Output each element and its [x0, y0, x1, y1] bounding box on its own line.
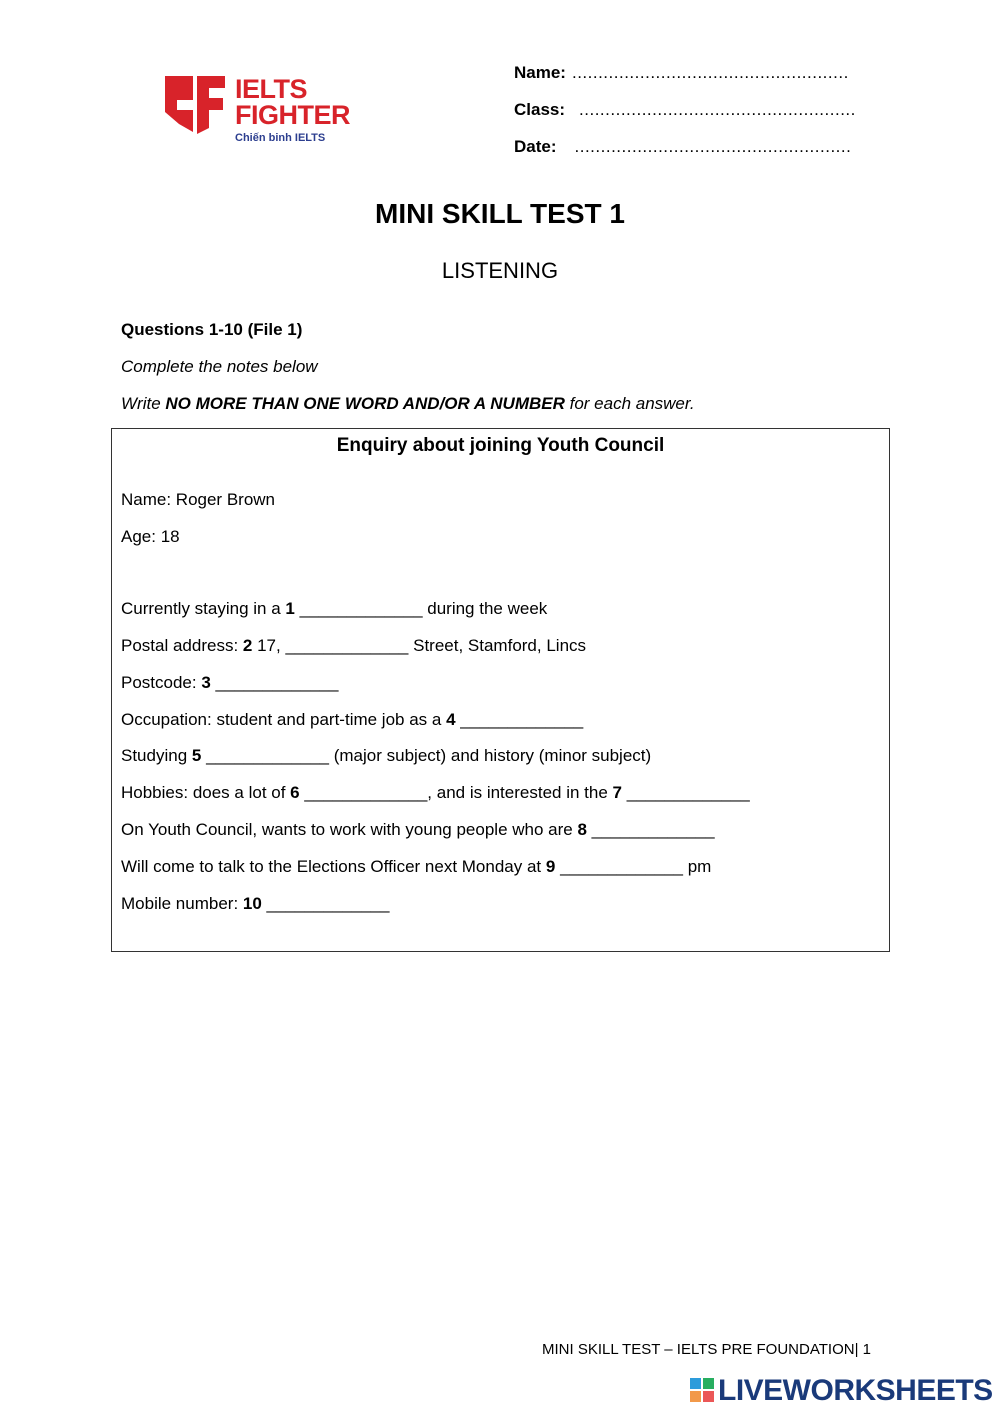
section-title: LISTENING: [441, 258, 559, 283]
instruction-1: Complete the notes below: [121, 357, 318, 376]
answer-blank-2[interactable]: _____________: [285, 636, 409, 655]
question-line-4: Occupation: student and part-time job as a 4 _____________: [121, 710, 584, 729]
date-dots[interactable]: .....................................................: [574, 137, 852, 156]
question-line-3: Postcode: 3 _____________: [121, 673, 339, 692]
answer-blank-6[interactable]: _____________: [304, 783, 428, 802]
name-dots[interactable]: .....................................................: [571, 63, 849, 82]
answer-blank-9[interactable]: _____________: [560, 857, 683, 876]
question-line-1: Currently staying in a 1 _____________ during the week: [121, 599, 548, 618]
shield-icon: [163, 72, 227, 144]
notes-title: Enquiry about joining Youth Council: [336, 435, 665, 456]
question-line-10: Mobile number: 10 _____________: [121, 894, 390, 913]
answer-blank-7[interactable]: _____________: [626, 783, 750, 802]
notes-age: Age: 18: [121, 527, 180, 546]
date-field: Date: .....................................................: [514, 137, 852, 156]
class-dots[interactable]: .....................................................: [579, 100, 856, 119]
notes-name: Name: Roger Brown: [121, 490, 276, 509]
question-line-9: Will come to talk to the Elections Officer next Monday at 9 _____________ pm: [121, 857, 712, 876]
answer-blank-1[interactable]: _____________: [299, 599, 423, 618]
ielts-fighter-logo: [163, 72, 378, 152]
logo-tagline: Chiến binh IELTS: [235, 132, 326, 144]
name-field: Name: .....................................................: [514, 63, 849, 82]
question-line-2: Postal address: 2 17, _____________ Street, Stamford, Lincs: [121, 636, 587, 655]
answer-blank-10[interactable]: _____________: [266, 894, 390, 913]
logo-wordmark: IELTS FIGHTER: [235, 74, 350, 130]
instruction-2: Write NO MORE THAN ONE WORD AND/OR A NUMBER for each answer.: [121, 394, 695, 413]
question-line-5: Studying 5 _____________ (major subject) and history (minor subject): [121, 746, 652, 765]
liveworksheets-icon: [690, 1378, 714, 1402]
page-title: MINI SKILL TEST 1: [375, 198, 625, 229]
answer-blank-8[interactable]: _____________: [591, 820, 715, 839]
answer-blank-4[interactable]: _____________: [460, 710, 584, 729]
question-line-6-7: Hobbies: does a lot of 6 _____________, and is interested in the 7 _____________: [121, 783, 750, 802]
answer-blank-3[interactable]: _____________: [215, 673, 339, 692]
question-line-8: On Youth Council, wants to work with young people who are 8 _____________: [121, 820, 715, 839]
questions-heading: Questions 1-10 (File 1): [121, 320, 303, 339]
answer-blank-5[interactable]: _____________: [206, 746, 330, 765]
class-field: Class: .....................................................: [514, 100, 856, 119]
liveworksheets-text: LIVEWORKSHEETS: [718, 1374, 993, 1407]
page-footer: MINI SKILL TEST – IELTS PRE FOUNDATION| 1: [542, 1341, 871, 1358]
